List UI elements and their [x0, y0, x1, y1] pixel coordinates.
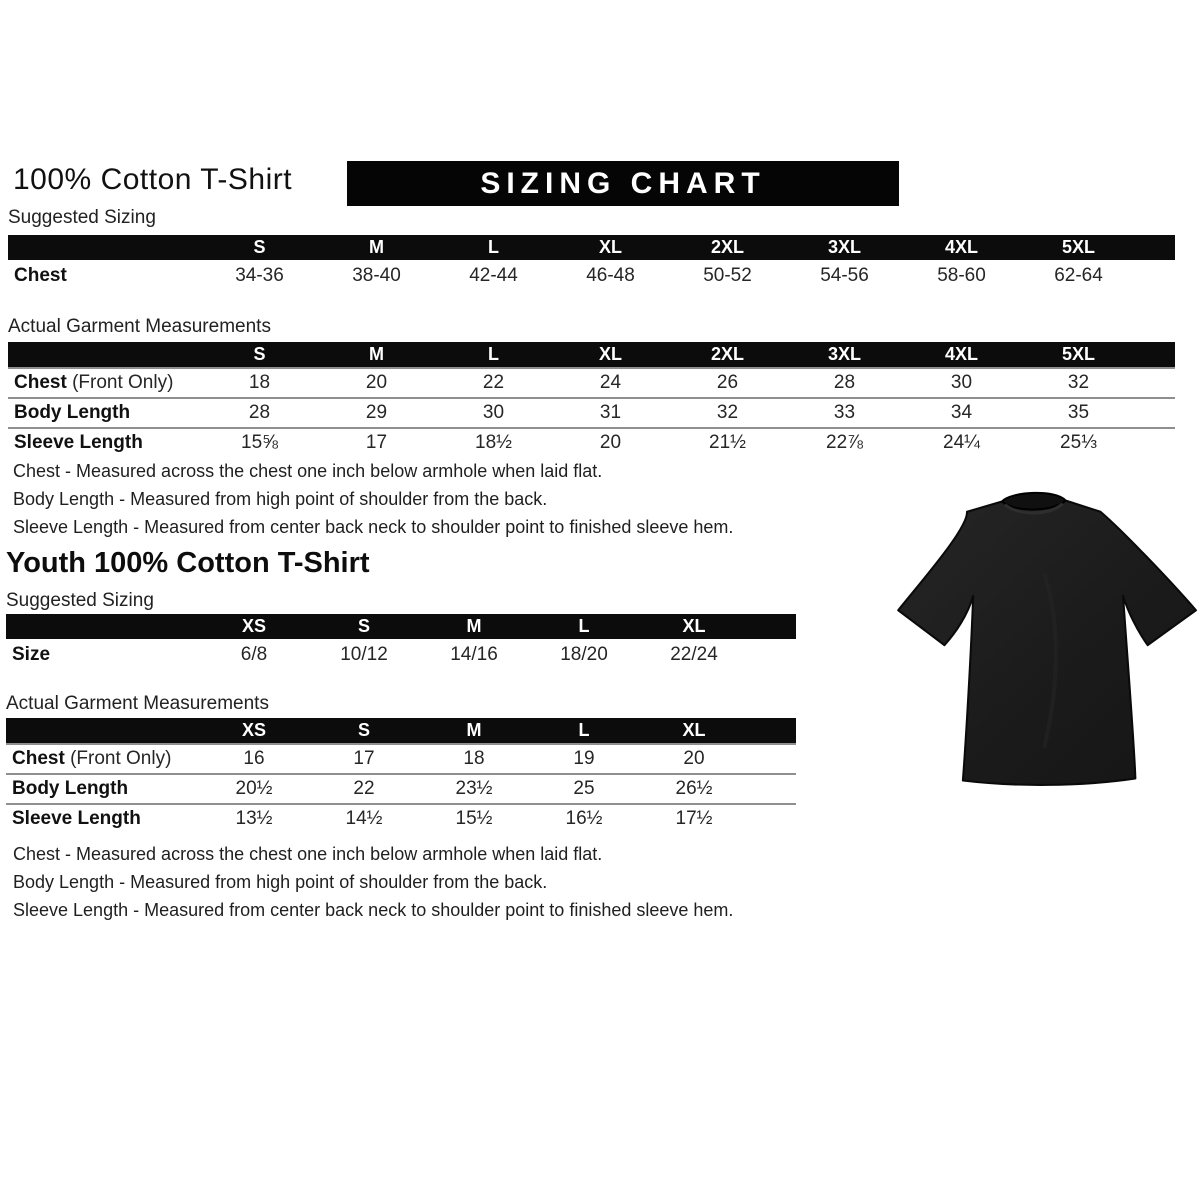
table-cell: 58-60: [937, 265, 986, 286]
column-header: M: [466, 720, 482, 740]
table-cell: 17: [353, 748, 375, 769]
table-cell: 19: [573, 748, 595, 769]
table-row: [8, 427, 1175, 457]
note-sleeve-length: Sleeve Length - Measured from center back neck to shoulder point to finished sleeve hem.: [13, 900, 734, 920]
table-cell: 14½: [345, 808, 383, 829]
adult-suggested-sizing-label: Suggested Sizing: [8, 207, 156, 228]
table-cell: 6/8: [240, 644, 268, 665]
table-cell: 18/20: [560, 644, 608, 665]
table-cell: 18: [248, 372, 271, 393]
table-cell: 29: [365, 402, 388, 423]
table-cell: 13½: [235, 808, 273, 829]
row-label: Size: [12, 644, 51, 665]
column-header: L: [488, 237, 499, 257]
row-label: Sleeve Length: [14, 432, 143, 453]
table-cell: 50-52: [703, 265, 752, 286]
table-cell: 38-40: [352, 265, 401, 286]
table-row: [6, 743, 796, 773]
youth-measurement-notes: [13, 840, 733, 924]
table-cell: 25: [573, 778, 595, 799]
column-header: 4XL: [944, 237, 978, 257]
table-header-row: [6, 614, 796, 639]
table-cell: 26: [716, 372, 739, 393]
youth-actual-measurements-table: [6, 718, 796, 833]
column-header: 2XL: [710, 237, 744, 257]
tshirt-photo: [890, 481, 1198, 799]
page-title: 100% Cotton T-Shirt: [13, 163, 293, 196]
tshirt-illustration: [890, 481, 1198, 799]
column-header: XS: [241, 720, 266, 740]
column-header: XL: [682, 616, 706, 636]
table-cell: 28: [833, 372, 856, 393]
row-label: Sleeve Length: [12, 808, 141, 829]
note-sleeve-length: Sleeve Length - Measured from center back neck to shoulder point to finished sleeve hem.: [13, 517, 734, 537]
table-cell: 15⅝: [241, 432, 278, 453]
table-row: [8, 367, 1175, 397]
adult-actual-measurements-label: Actual Garment Measurements: [8, 316, 271, 337]
table-cell: 14/16: [450, 644, 498, 665]
adult-suggested-sizing-table: [8, 235, 1175, 292]
table-cell: 62-64: [1054, 265, 1103, 286]
table-cell: 32: [716, 402, 739, 423]
youth-section-title: Youth 100% Cotton T-Shirt: [6, 547, 370, 579]
table-cell: 25⅓: [1060, 432, 1097, 453]
column-header: L: [488, 344, 499, 364]
table-cell: 30: [482, 402, 505, 423]
table-cell: 34: [950, 402, 973, 423]
row-label: Chest (Front Only): [12, 748, 172, 769]
row-label: Body Length: [12, 778, 129, 799]
column-header: 2XL: [710, 344, 744, 364]
table-cell: 17: [365, 432, 388, 453]
table-cell: 16½: [565, 808, 603, 829]
table-cell: 18: [463, 748, 485, 769]
table-cell: 34-36: [235, 265, 284, 286]
table-cell: 20: [683, 748, 705, 769]
table-cell: 35: [1067, 402, 1090, 423]
column-header: S: [357, 720, 370, 740]
youth-suggested-sizing-table: [6, 614, 796, 671]
column-header: M: [369, 344, 384, 364]
note-chest: Chest - Measured across the chest one inch below armhole when laid flat.: [13, 844, 603, 864]
table-row: [6, 803, 796, 833]
column-header: XS: [241, 616, 266, 636]
table-cell: 23½: [455, 778, 493, 799]
table-cell: 31: [599, 402, 622, 423]
column-header: M: [466, 616, 482, 636]
table-cell: 21½: [709, 432, 746, 453]
table-cell: 26½: [675, 778, 713, 799]
column-header: XL: [598, 344, 622, 364]
adult-actual-measurements-table: [8, 342, 1175, 457]
table-cell: 16: [243, 748, 265, 769]
row-label: Chest (Front Only): [14, 372, 174, 393]
column-header: 5XL: [1061, 344, 1095, 364]
column-header: 5XL: [1061, 237, 1095, 257]
sizing-chart-banner: [347, 161, 899, 206]
column-header: L: [578, 720, 590, 740]
note-body-length: Body Length - Measured from high point of shoulder from the back.: [13, 489, 548, 509]
table-row: [8, 260, 1175, 292]
table-cell: 10/12: [340, 644, 388, 665]
note-body-length: Body Length - Measured from high point of shoulder from the back.: [13, 872, 548, 892]
table-cell: 22: [353, 778, 375, 799]
table-cell: 22: [482, 372, 505, 393]
table-cell: 22⅞: [826, 432, 863, 453]
table-cell: 30: [950, 372, 973, 393]
table-cell: 17½: [675, 808, 713, 829]
column-header: XL: [598, 237, 622, 257]
table-cell: 24: [599, 372, 622, 393]
table-cell: 20: [365, 372, 388, 393]
table-cell: 24¼: [943, 432, 980, 453]
row-label: Chest: [14, 265, 67, 286]
youth-actual-measurements-label: Actual Garment Measurements: [6, 693, 269, 714]
table-cell: 18½: [475, 432, 512, 453]
note-chest: Chest - Measured across the chest one inch below armhole when laid flat.: [13, 461, 603, 481]
table-cell: 46-48: [586, 265, 635, 286]
column-header: 3XL: [827, 344, 861, 364]
column-header: 3XL: [827, 237, 861, 257]
table-header-row: [8, 235, 1175, 260]
column-header: S: [253, 344, 266, 364]
table-cell: 42-44: [469, 265, 518, 286]
column-header: XL: [682, 720, 706, 740]
table-cell: 28: [248, 402, 271, 423]
column-header: L: [578, 616, 590, 636]
adult-measurement-notes: [13, 457, 733, 541]
table-cell: 15½: [455, 808, 493, 829]
table-cell: 20½: [235, 778, 273, 799]
column-header: M: [369, 237, 384, 257]
table-row: [6, 639, 796, 671]
table-header-row: [6, 718, 796, 743]
table-row: [8, 397, 1175, 427]
table-header-row: [8, 342, 1175, 367]
column-header: 4XL: [944, 344, 978, 364]
table-cell: 33: [833, 402, 856, 423]
table-cell: 32: [1067, 372, 1090, 393]
row-label: Body Length: [14, 402, 131, 423]
table-cell: 54-56: [820, 265, 869, 286]
table-cell: 22/24: [670, 644, 718, 665]
column-header: S: [357, 616, 370, 636]
youth-suggested-sizing-label: Suggested Sizing: [6, 590, 154, 611]
table-cell: 20: [599, 432, 622, 453]
column-header: S: [253, 237, 266, 257]
table-row: [6, 773, 796, 803]
sizing-chart-banner-text: SIZING CHART: [480, 166, 766, 200]
